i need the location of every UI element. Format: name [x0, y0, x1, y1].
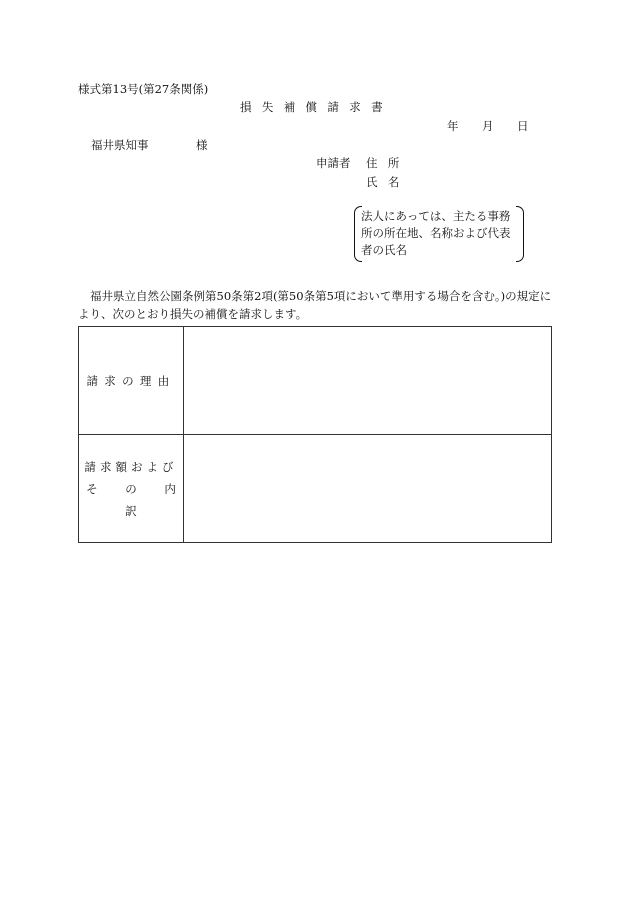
- claim-table: [78, 326, 552, 543]
- claim-amount-label-cell: [79, 435, 204, 543]
- claim-amount-label-line1: 請求額および: [84, 459, 178, 474]
- request-body-text: 福井県立自然公園条例第50条第2項(第50条第5項において準用する場合を含む。)の規定により、次のとおり損失の補償を請求します。: [78, 289, 552, 321]
- claim-amount-field[interactable]: [184, 435, 552, 543]
- date-year-label: 年: [447, 119, 459, 133]
- date-day-label: 日: [517, 119, 529, 133]
- applicant-label: 申請者: [316, 156, 351, 170]
- claim-reason-row: [79, 327, 552, 435]
- claim-amount-label-line2: その内訳: [86, 481, 204, 518]
- addressee-honorific: 様: [196, 138, 208, 152]
- claim-reason-label: 請求の理由: [86, 373, 176, 388]
- corporate-note: 法人にあっては、主たる事務所の所在地、名称および代表者の氏名: [361, 209, 511, 257]
- claim-reason-field[interactable]: [184, 327, 552, 435]
- date-month-label: 月: [482, 119, 494, 133]
- form-number: 様式第13号(第27条関係): [78, 82, 209, 96]
- document-title: 損失補償請求書: [240, 100, 393, 114]
- claim-amount-row: [79, 435, 552, 543]
- claim-reason-label-cell: [79, 327, 184, 435]
- note-bracket-right: [516, 206, 524, 262]
- applicant-name-label: 氏名: [366, 175, 410, 189]
- applicant-address-label: 住所: [366, 156, 410, 170]
- addressee-name: 福井県知事: [91, 138, 149, 152]
